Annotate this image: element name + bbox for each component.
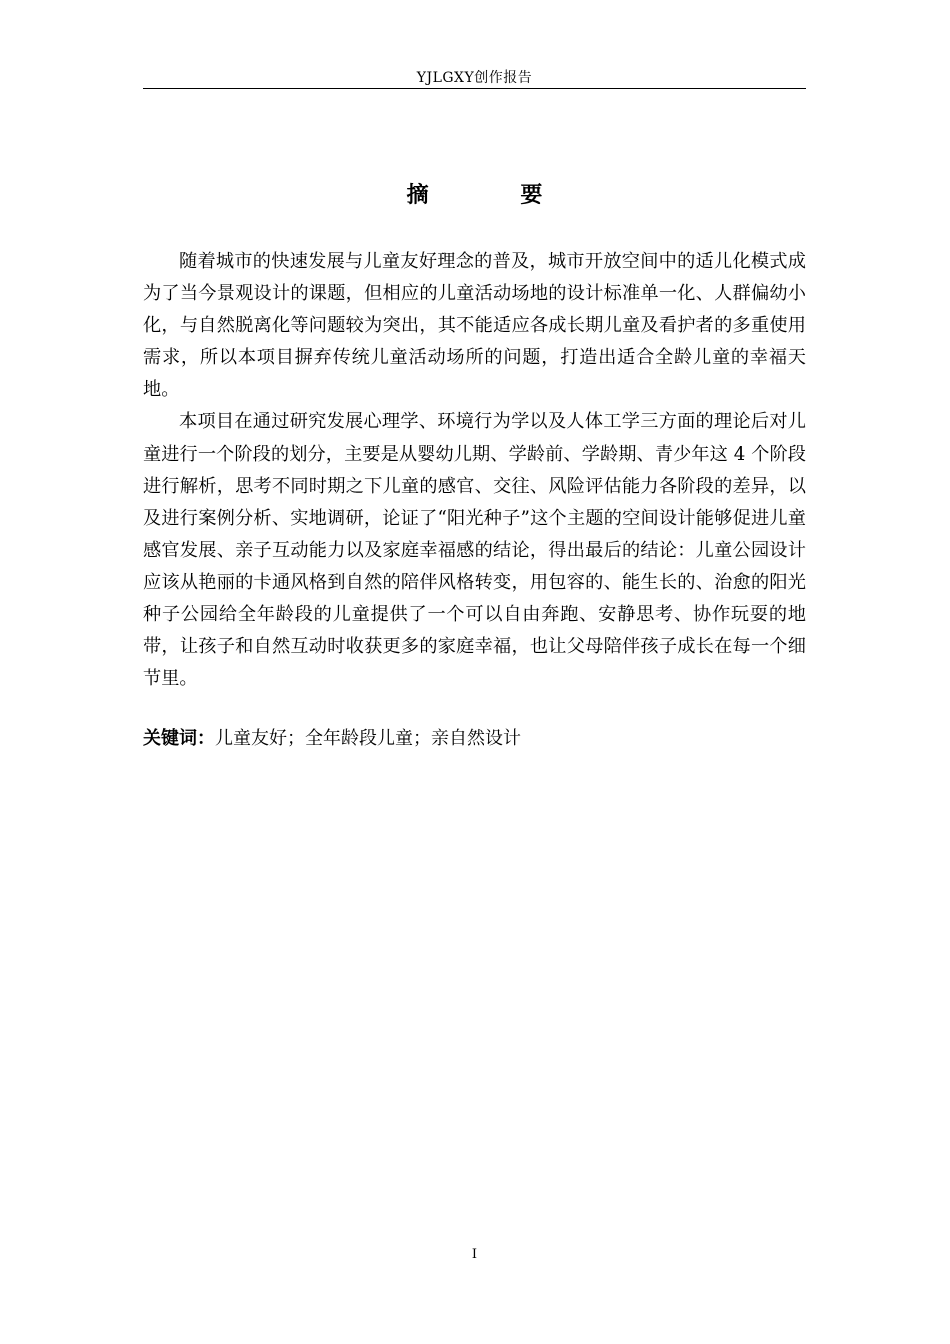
abstract-body	[143, 246, 806, 695]
page-number: I	[471, 1247, 478, 1262]
keywords-label: 关键词：	[143, 728, 215, 749]
abstract-paragraph-2: 本项目在通过研究发展心理学、环境行为学以及人体工学三方面的理论后对儿童进行一个阶段的划分，主要是从婴幼儿期、学龄前、学龄期、青少年这 4 个阶段进行解析，思考不同时期之下儿童的感官、交往、风险评估能力各阶段的差异，以及进行案例分析、实地调研，论证了“阳光种子”这个主题的空间设计能够促进儿童感官发展、亲子互动能力以及家庭幸福感的结论，得出最后的结论：儿童公园设计应该从艳丽的卡通风格到自然的陪伴风格转变，用包容的、能生长的、治愈的阳光种子公园给全年龄段的儿童提供了一个可以自由奔跑、安静思考、协作玩耍的地带，让孩子和自然互动时收获更多的家庭幸福，也让父母陪伴孩子成长在每一个细节里。	[143, 411, 806, 690]
keywords-value: 儿童友好；全年龄段儿童；亲自然设计	[215, 728, 521, 749]
abstract-paragraph-1: 随着城市的快速发展与儿童友好理念的普及，城市开放空间中的适儿化模式成为了当今景观设计的课题，但相应的儿童活动场地的设计标准单一化、人群偏幼小化，与自然脱离化等问题较为突出，其不能适应各成长期儿童及看护者的多重使用需求，所以本项目摒弃传统儿童活动场所的问题，打造出适合全龄儿童的幸福天地。	[143, 251, 806, 401]
abstract-title: 摘 要	[406, 183, 585, 208]
keywords	[143, 724, 806, 754]
header-rule	[143, 88, 806, 89]
running-header: YJLGXY创作报告	[416, 70, 533, 86]
